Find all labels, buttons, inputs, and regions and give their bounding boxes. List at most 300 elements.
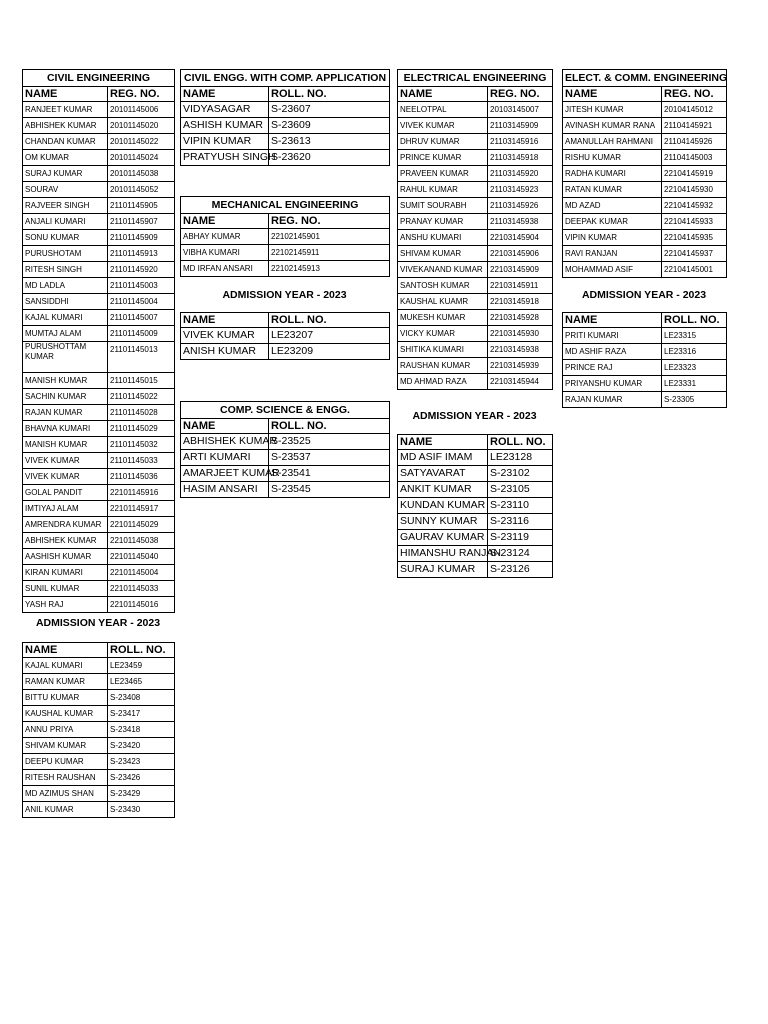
student-id-cell: LE23209	[269, 344, 390, 360]
civil-comp-application-table	[180, 69, 390, 166]
column-header-name: NAME	[398, 87, 488, 102]
student-name-cell: PRINCE RAJ	[563, 360, 662, 376]
table-row	[563, 102, 727, 118]
student-id-cell: S-23105	[488, 482, 553, 498]
table-row	[181, 229, 390, 245]
cse-rows	[181, 434, 390, 498]
section-title: COMP. SCIENCE & ENGG.	[181, 402, 390, 419]
table-row	[398, 546, 553, 562]
student-name-cell: MANISH KUMAR	[23, 373, 108, 389]
table-row	[181, 328, 390, 344]
student-name-cell: ABHISHEK KUMAR	[23, 533, 108, 549]
student-id-cell: 22102145913	[269, 261, 390, 277]
student-name-cell: VIVEK KUMAR	[181, 328, 269, 344]
student-name-cell: NEELOTPAL	[398, 102, 488, 118]
table-row	[563, 214, 727, 230]
student-name-cell: AMANULLAH RAHMANI	[563, 134, 662, 150]
section-title: CIVIL ENGINEERING	[23, 70, 175, 87]
column-header-roll-no: ROLL. NO.	[269, 313, 390, 328]
table-row	[23, 674, 175, 690]
student-name-cell: SHIVAM KUMAR	[23, 738, 108, 754]
table-row	[181, 482, 390, 498]
table-row	[23, 469, 175, 485]
student-id-cell: S-23116	[488, 514, 553, 530]
table-row	[23, 182, 175, 198]
column-header-roll-no: ROLL. NO.	[269, 87, 390, 102]
student-name-cell: MUKESH KUMAR	[398, 310, 488, 326]
student-id-cell: S-23545	[269, 482, 390, 498]
student-id-cell: 20101145024	[108, 150, 175, 166]
mechanical-admission-title: ADMISSION YEAR - 2023	[222, 289, 347, 301]
student-name-cell: AASHISH KUMAR	[23, 549, 108, 565]
table-row	[398, 562, 553, 578]
table-row	[23, 230, 175, 246]
student-id-cell: 21101145033	[108, 453, 175, 469]
mechanical-admission-rows	[181, 328, 390, 360]
student-id-cell: 22103145939	[488, 358, 553, 374]
student-id-cell: 22103145944	[488, 374, 553, 390]
student-name-cell: ANJALI KUMARI	[23, 214, 108, 230]
student-id-cell: S-23607	[269, 102, 390, 118]
student-name-cell: PRITI KUMARI	[563, 328, 662, 344]
student-name-cell: YASH RAJ	[23, 597, 108, 613]
elect-comm-block	[562, 69, 726, 278]
section-title: CIVIL ENGG. WITH COMP. APPLICATION	[181, 70, 390, 87]
table-row	[181, 245, 390, 261]
student-name-cell: MD AHMAD RAZA	[398, 374, 488, 390]
ece-admission-rows	[563, 328, 727, 408]
student-id-cell: 20103145007	[488, 102, 553, 118]
ece-admission-table	[562, 312, 727, 408]
student-name-cell: PRINCE KUMAR	[398, 150, 488, 166]
column-header-name: NAME	[398, 435, 488, 450]
table-row	[23, 754, 175, 770]
table-row	[398, 466, 553, 482]
student-id-cell: 22104145001	[662, 262, 727, 278]
column-header-reg-no: REG. NO.	[488, 87, 553, 102]
student-name-cell: CHANDAN KUMAR	[23, 134, 108, 150]
table-row	[398, 246, 553, 262]
student-id-cell: 20101145052	[108, 182, 175, 198]
student-name-cell: BITTU KUMAR	[23, 690, 108, 706]
student-id-cell: S-23620	[269, 150, 390, 166]
table-row	[23, 738, 175, 754]
table-row	[23, 786, 175, 802]
student-id-cell: S-23418	[108, 722, 175, 738]
table-row	[23, 118, 175, 134]
student-id-cell: 22103145906	[488, 246, 553, 262]
student-name-cell: HASIM ANSARI	[181, 482, 269, 498]
column-header-name: NAME	[181, 313, 269, 328]
student-name-cell: SANTOSH KUMAR	[398, 278, 488, 294]
table-row	[398, 450, 553, 466]
student-id-cell: S-23126	[488, 562, 553, 578]
student-name-cell: RITESH SINGH	[23, 262, 108, 278]
student-name-cell: GOLAL PANDIT	[23, 485, 108, 501]
table-row	[398, 498, 553, 514]
student-id-cell: S-23609	[269, 118, 390, 134]
student-id-cell: 21101145907	[108, 214, 175, 230]
ece-admission-title: ADMISSION YEAR - 2023	[581, 289, 707, 301]
student-id-cell: LE23315	[662, 328, 727, 344]
student-name-cell: KAUSHAL KUAMR	[398, 294, 488, 310]
student-name-cell: KIRAN KUMARI	[23, 565, 108, 581]
student-id-cell: 21103145938	[488, 214, 553, 230]
student-name-cell: SATYAVARAT	[398, 466, 488, 482]
table-row	[23, 517, 175, 533]
student-name-cell: ANNU PRIYA	[23, 722, 108, 738]
column-header-roll-no: ROLL. NO.	[269, 419, 390, 434]
table-row	[181, 434, 390, 450]
student-name-cell: SUNIL KUMAR	[23, 581, 108, 597]
student-name-cell: MD LADLA	[23, 278, 108, 294]
table-row	[563, 118, 727, 134]
student-name-cell: DEEPAK KUMAR	[563, 214, 662, 230]
student-id-cell: 21101145022	[108, 389, 175, 405]
table-row	[563, 392, 727, 408]
table-row	[23, 565, 175, 581]
table-row	[398, 102, 553, 118]
student-name-cell: SUMIT SOURABH	[398, 198, 488, 214]
student-id-cell: 21103145923	[488, 182, 553, 198]
student-id-cell: LE23331	[662, 376, 727, 392]
student-name-cell: VIVEKANAND KUMAR	[398, 262, 488, 278]
student-name-cell: RANJEET KUMAR	[23, 102, 108, 118]
student-id-cell: LE23316	[662, 344, 727, 360]
student-name-cell: PURUSHOTTAM KUMAR	[23, 342, 108, 373]
column-header-reg-no: REG. NO.	[269, 214, 390, 229]
electrical-admission-block	[397, 434, 552, 578]
table-row	[398, 358, 553, 374]
student-name-cell: OM KUMAR	[23, 150, 108, 166]
table-row	[181, 118, 390, 134]
student-id-cell: 21101145909	[108, 230, 175, 246]
elect-comm-table	[562, 69, 727, 278]
civil-comp-application-block	[180, 69, 389, 166]
student-id-cell: 22104145935	[662, 230, 727, 246]
student-name-cell: VIVEK KUMAR	[23, 469, 108, 485]
student-name-cell: VIPIN KUMAR	[563, 230, 662, 246]
student-id-cell: LE23207	[269, 328, 390, 344]
table-row	[23, 658, 175, 674]
student-name-cell: MD AZIMUS SHAN	[23, 786, 108, 802]
student-id-cell: S-23420	[108, 738, 175, 754]
student-id-cell: 20101145022	[108, 134, 175, 150]
student-id-cell: 21101145013	[108, 342, 175, 373]
student-name-cell: RATAN KUMAR	[563, 182, 662, 198]
student-name-cell: MD ASHIF RAZA	[563, 344, 662, 360]
section-title: ELECT. & COMM. ENGINEERING	[563, 70, 727, 87]
table-row	[563, 344, 727, 360]
student-name-cell: ABHAY KUMAR	[181, 229, 269, 245]
student-name-cell: AMARJEET KUMAR	[181, 466, 269, 482]
table-row	[563, 134, 727, 150]
student-id-cell: 20104145012	[662, 102, 727, 118]
table-row	[181, 134, 390, 150]
student-id-cell: 21101145003	[108, 278, 175, 294]
column-header-name: NAME	[563, 313, 662, 328]
table-row	[23, 421, 175, 437]
table-row	[398, 482, 553, 498]
table-row	[23, 373, 175, 389]
student-id-cell: 22103145911	[488, 278, 553, 294]
student-name-cell: RAJVEER SINGH	[23, 198, 108, 214]
table-row	[181, 102, 390, 118]
student-id-cell: S-23541	[269, 466, 390, 482]
student-id-cell: 21101145920	[108, 262, 175, 278]
table-row	[398, 326, 553, 342]
student-id-cell: S-23423	[108, 754, 175, 770]
student-name-cell: PRATYUSH SINGH	[181, 150, 269, 166]
student-name-cell: RITESH RAUSHAN	[23, 770, 108, 786]
student-name-cell: SURAJ KUMAR	[23, 166, 108, 182]
student-id-cell: 22102145901	[269, 229, 390, 245]
column-header-reg-no: REG. NO.	[662, 87, 727, 102]
student-name-cell: MD AZAD	[563, 198, 662, 214]
student-id-cell: 21101145009	[108, 326, 175, 342]
column-header-roll-no: ROLL. NO.	[662, 313, 727, 328]
table-row	[398, 294, 553, 310]
student-id-cell: 21104145003	[662, 150, 727, 166]
electrical-admission-rows	[398, 450, 553, 578]
student-name-cell: ANSHU KUMARI	[398, 230, 488, 246]
column-header-roll-no: ROLL. NO.	[488, 435, 553, 450]
student-id-cell: 22103145909	[488, 262, 553, 278]
student-id-cell: 22103145904	[488, 230, 553, 246]
student-name-cell: VICKY KUMAR	[398, 326, 488, 342]
column-header-name: NAME	[563, 87, 662, 102]
student-id-cell: S-23430	[108, 802, 175, 818]
student-name-cell: AVINASH KUMAR RANA	[563, 118, 662, 134]
student-name-cell: MOHAMMAD ASIF	[563, 262, 662, 278]
table-row	[398, 530, 553, 546]
column-header-name: NAME	[181, 214, 269, 229]
table-row	[398, 310, 553, 326]
student-id-cell: S-23417	[108, 706, 175, 722]
student-id-cell: 22104145919	[662, 166, 727, 182]
section-title: MECHANICAL ENGINEERING	[181, 197, 390, 214]
student-name-cell: SONU KUMAR	[23, 230, 108, 246]
student-name-cell: KAJAL KUMARI	[23, 310, 108, 326]
student-name-cell: KAUSHAL KUMAR	[23, 706, 108, 722]
table-row	[23, 485, 175, 501]
table-row	[23, 533, 175, 549]
electrical-engineering-block	[397, 69, 552, 390]
mechanical-engineering-table	[180, 196, 390, 277]
table-row	[398, 198, 553, 214]
table-row	[23, 150, 175, 166]
table-row	[23, 389, 175, 405]
table-row	[23, 453, 175, 469]
table-row	[398, 134, 553, 150]
student-name-cell: AMRENDRA KUMAR	[23, 517, 108, 533]
table-row	[23, 326, 175, 342]
student-id-cell: 22101145038	[108, 533, 175, 549]
table-row	[398, 150, 553, 166]
student-id-cell: 22104145937	[662, 246, 727, 262]
student-name-cell: RAJAN KUMAR	[563, 392, 662, 408]
student-id-cell: 22103145918	[488, 294, 553, 310]
table-row	[398, 118, 553, 134]
student-name-cell: SOURAV	[23, 182, 108, 198]
table-row	[398, 342, 553, 358]
student-name-cell: VIPIN KUMAR	[181, 134, 269, 150]
student-name-cell: KUNDAN KUMAR	[398, 498, 488, 514]
column-header-reg-no: REG. NO.	[108, 87, 175, 102]
student-name-cell: RAUSHAN KUMAR	[398, 358, 488, 374]
student-id-cell: 22101145029	[108, 517, 175, 533]
student-name-cell: MANISH KUMAR	[23, 437, 108, 453]
civil-admission-title: ADMISSION YEAR - 2023	[35, 617, 161, 629]
student-id-cell: 22102145911	[269, 245, 390, 261]
table-row	[23, 501, 175, 517]
table-row	[398, 514, 553, 530]
table-row	[181, 450, 390, 466]
table-row	[23, 342, 175, 373]
table-row	[563, 230, 727, 246]
student-name-cell: SHITIKA KUMARI	[398, 342, 488, 358]
student-name-cell: ANKIT KUMAR	[398, 482, 488, 498]
table-row	[181, 261, 390, 277]
civil-rows	[23, 102, 175, 613]
comp-science-table	[180, 401, 390, 498]
civil-admission-block	[22, 642, 174, 818]
student-id-cell: LE23465	[108, 674, 175, 690]
student-name-cell: ABHISHEK KUMAR	[181, 434, 269, 450]
column-header-name: NAME	[23, 87, 108, 102]
table-row	[23, 262, 175, 278]
table-row	[23, 310, 175, 326]
mechanical-engineering-block	[180, 196, 389, 277]
civil-engineering-table	[22, 69, 175, 613]
table-row	[23, 770, 175, 786]
table-row	[563, 376, 727, 392]
student-name-cell: KAJAL KUMARI	[23, 658, 108, 674]
table-row	[181, 466, 390, 482]
table-row	[23, 166, 175, 182]
student-name-cell: HIMANSHU RANJAN	[398, 546, 488, 562]
student-name-cell: GAURAV KUMAR	[398, 530, 488, 546]
electrical-engineering-table	[397, 69, 553, 390]
table-row	[563, 166, 727, 182]
student-id-cell: 22101145033	[108, 581, 175, 597]
table-row	[23, 198, 175, 214]
column-header-roll-no: ROLL. NO.	[108, 643, 175, 658]
table-row	[23, 597, 175, 613]
student-id-cell: 22103145930	[488, 326, 553, 342]
student-name-cell: PRAVEEN KUMAR	[398, 166, 488, 182]
student-id-cell: S-23305	[662, 392, 727, 408]
electrical-admission-title: ADMISSION YEAR - 2023	[412, 410, 537, 422]
table-row	[181, 344, 390, 360]
student-id-cell: 22104145933	[662, 214, 727, 230]
student-id-cell: 21101145028	[108, 405, 175, 421]
student-id-cell: LE23459	[108, 658, 175, 674]
student-id-cell: S-23110	[488, 498, 553, 514]
student-id-cell: S-23119	[488, 530, 553, 546]
student-id-cell: S-23429	[108, 786, 175, 802]
ece-admission-block	[562, 312, 726, 408]
student-id-cell: 20101145006	[108, 102, 175, 118]
table-row	[23, 581, 175, 597]
table-row	[398, 166, 553, 182]
student-name-cell: ARTI KUMARI	[181, 450, 269, 466]
student-name-cell: ANIL KUMAR	[23, 802, 108, 818]
table-row	[563, 182, 727, 198]
student-name-cell: RADHA KUMARI	[563, 166, 662, 182]
student-name-cell: RISHU KUMAR	[563, 150, 662, 166]
student-id-cell: 21101145036	[108, 469, 175, 485]
student-id-cell: 21101145032	[108, 437, 175, 453]
student-name-cell: PURUSHOTAM	[23, 246, 108, 262]
table-row	[23, 437, 175, 453]
student-name-cell: VIVEK KUMAR	[23, 453, 108, 469]
student-name-cell: JITESH KUMAR	[563, 102, 662, 118]
student-name-cell: ASHISH KUMAR	[181, 118, 269, 134]
student-name-cell: PRANAY KUMAR	[398, 214, 488, 230]
student-name-cell: MD ASIF IMAM	[398, 450, 488, 466]
table-row	[23, 294, 175, 310]
student-name-cell: RAJAN KUMAR	[23, 405, 108, 421]
student-id-cell: 22101145040	[108, 549, 175, 565]
student-id-cell: 22104145932	[662, 198, 727, 214]
table-row	[23, 802, 175, 818]
student-id-cell: S-23613	[269, 134, 390, 150]
table-row	[563, 360, 727, 376]
column-header-name: NAME	[181, 87, 269, 102]
comp-science-block	[180, 401, 389, 498]
column-header-name: NAME	[181, 419, 269, 434]
mechanical-rows	[181, 229, 390, 277]
student-id-cell: S-23408	[108, 690, 175, 706]
table-row	[23, 102, 175, 118]
civil-admission-rows	[23, 658, 175, 818]
student-name-cell: RAHUL KUMAR	[398, 182, 488, 198]
student-id-cell: 21103145916	[488, 134, 553, 150]
table-row	[23, 690, 175, 706]
section-title: ELECTRICAL ENGINEERING	[398, 70, 553, 87]
student-name-cell: VIVEK KUMAR	[398, 118, 488, 134]
table-row	[563, 150, 727, 166]
student-name-cell: VIBHA KUMARI	[181, 245, 269, 261]
table-row	[563, 328, 727, 344]
student-name-cell: DEEPU KUMAR	[23, 754, 108, 770]
student-id-cell: LE23323	[662, 360, 727, 376]
table-row	[23, 722, 175, 738]
student-name-cell: SACHIN KUMAR	[23, 389, 108, 405]
table-row	[23, 405, 175, 421]
student-id-cell: 21101145015	[108, 373, 175, 389]
mechanical-admission-block	[180, 312, 389, 360]
student-id-cell: 22101145004	[108, 565, 175, 581]
student-id-cell: S-23124	[488, 546, 553, 562]
table-row	[563, 198, 727, 214]
table-row	[23, 214, 175, 230]
student-name-cell: RAVI RANJAN	[563, 246, 662, 262]
student-id-cell: 22103145938	[488, 342, 553, 358]
student-id-cell: S-23525	[269, 434, 390, 450]
student-id-cell: LE23128	[488, 450, 553, 466]
student-id-cell: S-23537	[269, 450, 390, 466]
electrical-rows	[398, 102, 553, 390]
table-row	[398, 374, 553, 390]
mechanical-admission-table	[180, 312, 390, 360]
student-name-cell: ANISH KUMAR	[181, 344, 269, 360]
student-name-cell: MD IRFAN ANSARI	[181, 261, 269, 277]
student-id-cell: 21101145004	[108, 294, 175, 310]
civil-admission-table	[22, 642, 175, 818]
table-row	[398, 230, 553, 246]
